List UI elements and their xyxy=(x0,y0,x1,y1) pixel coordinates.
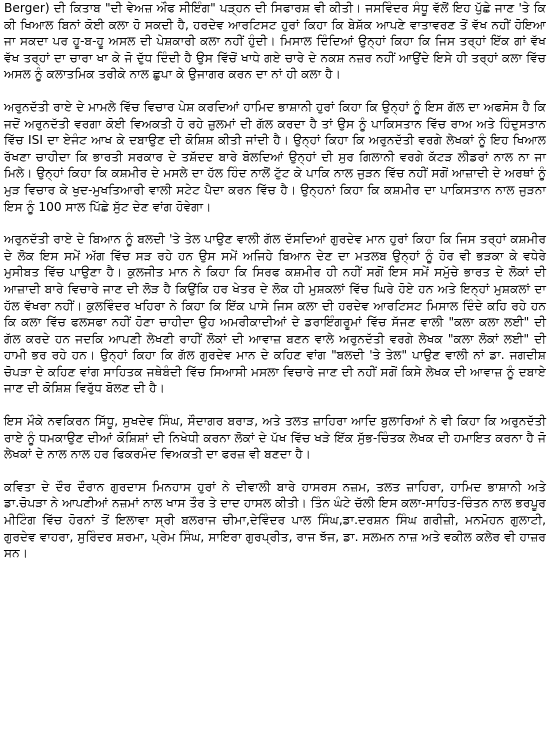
article-body xyxy=(4,0,546,578)
paragraph-john-berger-book: Berger) ਦੀ ਕਿਤਾਬ "ਦੀ ਵੇਅਜ਼ ਔਫ ਸੀਇੰਗ" ਪੜ੍ਹਨ ਦੀ ਸਿਫਾਰਸ਼ ਵੀ ਕੀਤੀ। ਜਸਵਿੰਦਰ ਸੰਧੂ ਵੱਲੋਂ ਇਹ ਪੁੱਛੇ ਜਾਣ 'ਤੇ ਕਿ ਕੀ ਖਿਆਲ ਬਿਨਾਂ ਕੋਈ ਕਲਾ ਹੋ ਸਕਦੀ ਹੈ, ਹਰਦੇਵ ਆਰਟਿਸਟ ਹੁਰਾਂ ਕਿਹਾ ਕਿ ਬੇਸ਼ੱਕ ਆਪਣੇ ਵਾਤਾਵਰਣ ਤੋਂ ਵੱਖ ਨਹੀਂ ਹੋਇਆ ਜਾ ਸਕਦਾ ਪਰ ਹੂ-ਬ-ਹੂ ਅਸਲ ਦੀ ਪੇਸ਼ਕਾਰੀ ਕਲਾ ਨਹੀਂ ਹੁੰਦੀ। ਮਿਸਾਲ ਦਿੰਦਿਆਂ ਉਨ੍ਹਾਂ ਕਿਹਾ ਕਿ ਜਿਸ ਤਰ੍ਹਾਂ ਇੱਕ ਗਾਂ ਵੱਖ ਵੱਖ ਤਰ੍ਹਾਂ ਦਾ ਚਾਰਾ ਖਾ ਕੇ ਜੋ ਦੁੱਧ ਦਿੰਦੀ ਹੈ ਉਸ ਵਿੱਚੋਂ ਖਾਧੇ ਗਏ ਚਾਰੇ ਦੇ ਨਕਸ਼ ਨਜ਼ਰ ਨਹੀਂ ਆਉਂਦੇ ਇਸੇ ਹੀ ਤਰ੍ਹਾਂ ਕਲਾ ਵਿੱਚ ਅਸਲ ਨੂੰ ਕਲਾਤਮਿਕ ਤਰੀਕੇ ਨਾਲ ਛੁਪਾ ਕੇ ਉਜਾਗਰ ਕਰਨ ਦਾ ਨਾਂ ਹੀ ਕਲਾ ਹੈ। xyxy=(4,1,546,82)
paragraph-poetry-session: ਕਵਿਤਾ ਦੇ ਦੌਰ ਦੌਰਾਨ ਗੁਰਦਾਸ ਮਿਨਹਾਸ ਹੁਰਾਂ ਨੇ ਦੀਵਾਲੀ ਬਾਰੇ ਹਾਸਰਸ ਨਜ਼ਮ, ਤਲਤ ਜ਼ਾਹਿਰਾ, ਹਾਮਿਦ ਭਾਸ਼ਾਨੀ ਅਤੇ ਡਾ.ਚੋਪੜਾ ਨੇ ਆਪਣੀਆਂ ਨਜ਼ਮਾਂ ਨਾਲ ਖਾਸ ਤੌਰ ਤੇ ਦਾਦ ਹਾਸਲ ਕੀਤੀ। ਤਿੰਨ ਘੰਟੇ ਚੱਲੀ ਇਸ ਕਲਾ-ਸਾਹਿਤ-ਚਿੰਤਨ ਨਾਲ ਭਰਪੂਰ ਮੀਟਿੰਗ ਵਿੱਚ ਹੋਰਨਾਂ ਤੋਂ ਇਲਾਵਾ ਸ੍ਰੀ ਬਲਰਾਜ ਚੀਮਾ,ਦੇਵਿੰਦਰ ਪਾਲ ਸਿੰਘ,ਡਾ.ਦਰਸ਼ਨ ਸਿੰਘ ਗਰੀਜ਼ੀ, ਮਨਮੋਹਨ ਗੁਲਾਟੀ, ਗੁਰਦੇਵ ਵਾਹਰਾ, ਸੁਰਿੰਦਰ ਸ਼ਰਮਾ, ਪ੍ਰੇਮ ਸਿੰਘ, ਸਾਇਰਾ ਗੁਰਪ੍ਰੀਤ, ਰਾਜ ਝੱਜ, ਡਾ. ਸਲਮਨ ਨਾਜ਼ ਅਤੇ ਵਕੀਲ ਕਲੇਰ ਵੀ ਹਾਜ਼ਰ ਸਨ। xyxy=(4,479,546,561)
paragraph-hamid-bhashani-remarks: ਅਰੁਨਦੱਤੀ ਰਾਏ ਦੇ ਮਾਮਲੇ ਵਿੱਚ ਵਿਚਾਰ ਪੇਸ਼ ਕਰਦਿਆਂ ਹਾਮਿਦ ਭਾਸ਼ਾਨੀ ਹੁਰਾਂ ਕਿਹਾ ਕਿ ਉਨ੍ਹਾਂ ਨੂੰ ਇਸ ਗੱਲ ਦਾ ਅਫਸੋਸ ਹੈ ਕਿ ਜਦੋਂ ਅਰੁਨਦੱਤੀ ਵਰਗਾ ਕੋਈ ਵਿਅਕਤੀ ਹੋ ਰਹੇ ਜ਼ੁਲਮਾਂ ਦੀ ਗੱਲ ਕਰਦਾ ਹੈ ਤਾਂ ਉਸ ਨੂੰ ਪਾਕਿਸਤਾਨ ਵਿੱਚ ਰਾਅ ਅਤੇ ਹਿੰਦੁਸਤਾਨ ਵਿੱਚ ISI ਦਾ ਏਜੰਟ ਆਖ ਕੇ ਦਬਾਉਣ ਦੀ ਕੋਸ਼ਿਸ਼ ਕੀਤੀ ਜਾਂਦੀ ਹੈ। ਉਨ੍ਹਾਂ ਕਿਹਾ ਕਿ ਅਰੁਨਦੱਤੀ ਵਰਗੇ ਲੇਖਕਾਂ ਨੂੰ ਇਹ ਖਿਆਲ ਰੱਖਣਾ ਚਾਹੀਦਾ ਕਿ ਭਾਰਤੀ ਸਰਕਾਰ ਦੇ ਤਸ਼ੱਦਦ ਬਾਰੇ ਬੋਲਦਿਆਂ ਉਨ੍ਹਾਂ ਦੀ ਸੁਰ ਗਿਲਾਨੀ ਵਰਗੇ ਕੱਟੜ ਲੀਡਰਾਂ ਨਾਲ ਨਾ ਜਾ ਮਿਲੇ। ਉਨ੍ਹਾਂ ਕਿਹਾ ਕਿ ਕਸ਼ਮੀਰ ਦੇ ਮਸਲੇ ਦਾ ਹੱਲ ਹਿੰਦ ਨਾਲੋਂ ਟੁੱਟ ਕੇ ਪਾਕਿ ਨਾਲ ਜੁੜਨ ਵਿੱਚ ਨਹੀਂ ਸਗੋਂ ਆਜ਼ਾਦੀ ਦੇ ਅਰਥਾਂ ਨੂੰ ਮੁੜ ਵਿਚਾਰ ਕੇ ਖੁਦ-ਮੁਖਤਿਆਰੀ ਵਾਲੀ ਸਟੇਟ ਪੈਦਾ ਕਰਨ ਵਿੱਚ ਹੈ। ਉਨ੍ਹਨਾਂ ਕਿਹਾ ਕਿ ਕਸ਼ਮੀਰ ਦਾ ਪਾਕਿਸਤਾਨ ਨਾਲ ਜੁੜਨਾ ਇਸ ਨੂੰ 100 ਸਾਲ ਪਿੱਛੇ ਸੁੱਟ ਦੇਣ ਵਾਂਗ ਹੋਵੇਗਾ। xyxy=(4,99,546,214)
paragraph-speakers-support: ਇਸ ਮੌਕੇ ਨਵਕਿਰਨ ਸਿੱਧੂ, ਸੁਖਦੇਵ ਸਿੰਘ, ਸੌਦਾਗਰ ਬਰਾੜ, ਅਤੇ ਤਲਤ ਜ਼ਾਹਿਰਾ ਆਦਿ ਬੁਲਾਰਿਆਂ ਨੇ ਵੀ ਕਿਹਾ ਕਿ ਅਰੁਨਦੱਤੀ ਰਾਏ ਨੂੰ ਧਮਕਾਉਣ ਦੀਆਂ ਕੋਸ਼ਿਸ਼ਾਂ ਦੀ ਨਿਖੇਧੀ ਕਰਨਾ ਲੋਕਾਂ ਦੇ ਪੱਖ ਵਿੱਚ ਖੜੇ ਇੱਕ ਸੁੱਭ-ਚਿੰਤਕ ਲੇਖਕ ਦੀ ਹਮਾਇਤ ਕਰਨਾ ਹੈ ਜੋ ਲੇਖਕਾਂ ਦੇ ਨਾਲ ਨਾਲ ਹਰ ਫਿਕਰਮੰਦ ਵਿਅਕਤੀ ਦਾ ਫਰਜ਼ ਵੀ ਬਣਦਾ ਹੈ। xyxy=(4,414,546,462)
paragraph-gurdev-maan-remarks: ਅਰੁਨਦੱਤੀ ਰਾਏ ਦੇ ਬਿਆਨ ਨੂੰ ਬਲਦੀ 'ਤੇ ਤੇਲ ਪਾਉਣ ਵਾਲੀ ਗੱਲ ਦੱਸਦਿਆਂ ਗੁਰਦੇਵ ਮਾਨ ਹੁਰਾਂ ਕਿਹਾ ਕਿ ਜਿਸ ਤਰ੍ਹਾਂ ਕਸ਼ਮੀਰ ਦੇ ਲੋਕ ਇਸ ਸਮੇਂ ਅੱਗ ਵਿੱਚ ਸੜ ਰਹੇ ਹਨ ਉਸ ਸਮੇਂ ਅਜਿਹੇ ਬਿਆਨ ਦੇਣ ਦਾ ਮਤਲਬ ਉਨ੍ਹਾਂ ਨੂੰ ਹੋਰ ਵੀ ਭੜਕਾ ਕੇ ਵਧੇਰੇ ਮੁਸੀਬਤ ਵਿੱਚ ਪਾਉਣਾ ਹੈ। ਕੁਲਜੀਤ ਮਾਨ ਨੇ ਕਿਹਾ ਕਿ ਸਿਰਫ ਕਸ਼ਮੀਰ ਹੀ ਨਹੀਂ ਸਗੋਂ ਇਸ ਸਮੇਂ ਸਮੁੱਚੇ ਭਾਰਤ ਦੇ ਲੋਕਾਂ ਦੀ ਆਜ਼ਾਦੀ ਬਾਰੇ ਵਿਚਾਰੇ ਜਾਣ ਦੀ ਲੋੜ ਹੈ ਕਿਉਂਕਿ ਹਰ ਖੇਤਰ ਦੇ ਲੋਕ ਹੀ ਮੁਸ਼ਕਲਾਂ ਵਿੱਚ ਘਿਰੇ ਹੋਏ ਹਨ ਅਤੇ ਇਨ੍ਹਾਂ ਮੁਸ਼ਕਲਾਂ ਦਾ ਹੱਲ ਵੱਖਰਾ ਨਹੀਂ। ਕੁਲਵਿੰਦਰ ਖਹਿਰਾ ਨੇ ਕਿਹਾ ਕਿ ਇੱਕ ਪਾਸੇ ਜਿਸ ਕਲਾ ਦੀ ਹਰਦੇਵ ਆਰਟਿਸਟ ਮਿਸਾਲ ਦਿੰਦੇ ਕਹਿ ਰਹੇ ਹਨ ਕਿ ਕਲਾ ਵਿੱਚ ਫਲਸਫਾ ਨਹੀਂ ਹੋਣਾ ਚਾਹੀਦਾ ਉਹ ਅਮਰੀਕਾਦੀਆਂ ਦੇ ਡਰਾਇੰਗਰੂਮਾਂ ਵਿੱਚ ਸੱਜਣ ਵਾਲੀ "ਕਲਾ ਕਲਾ ਲਈ" ਦੀ ਗੱਲ ਕਰਦੇ ਹਨ ਜਦਕਿ ਆਪਣੀ ਲੇਖਣੀ ਰਾਹੀਂ ਲੋਕਾਂ ਦੀ ਆਵਾਜ਼ ਬਣਨ ਵਾਲੇ ਅਰੁਨਦੱਤੀ ਵਰਗੇ ਲੇਖਕ "ਕਲਾ ਲੋਕਾਂ ਲਈ" ਦੀ ਹਾਮੀ ਭਰ ਰਹੇ ਹਨ। ਉਨ੍ਹਾਂ ਕਿਹਾ ਕਿ ਗੱਲ ਗੁਰਦੇਵ ਮਾਨ ਦੇ ਕਹਿਣ ਵਾਂਗ "ਬਲਦੀ 'ਤੇ ਤੇਲ" ਪਾਉਣ ਵਾਲੀ ਨਾਂ ਡਾ. ਜਗਦੀਸ਼ ਚੋਪੜਾ ਦੇ ਕਹਿਣ ਵਾਂਗ ਸਾਹਿਤਕ ਜਥੇਬੰਦੀ ਵਿੱਚ ਸਿਆਸੀ ਮਸਲਾ ਵਿਚਾਰੇ ਜਾਣ ਦੀ ਨਹੀਂ ਸਗੋਂ ਕਿਸੇ ਲੇਖਕ ਦੀ ਆਵਾਜ਼ ਨੂੰ ਦਬਾਏ ਜਾਣ ਦੀ ਕੋਸ਼ਿਸ਼ ਵਿਰੁੱਧ ਬੋਲਣ ਦੀ ਹੈ। xyxy=(4,232,546,396)
